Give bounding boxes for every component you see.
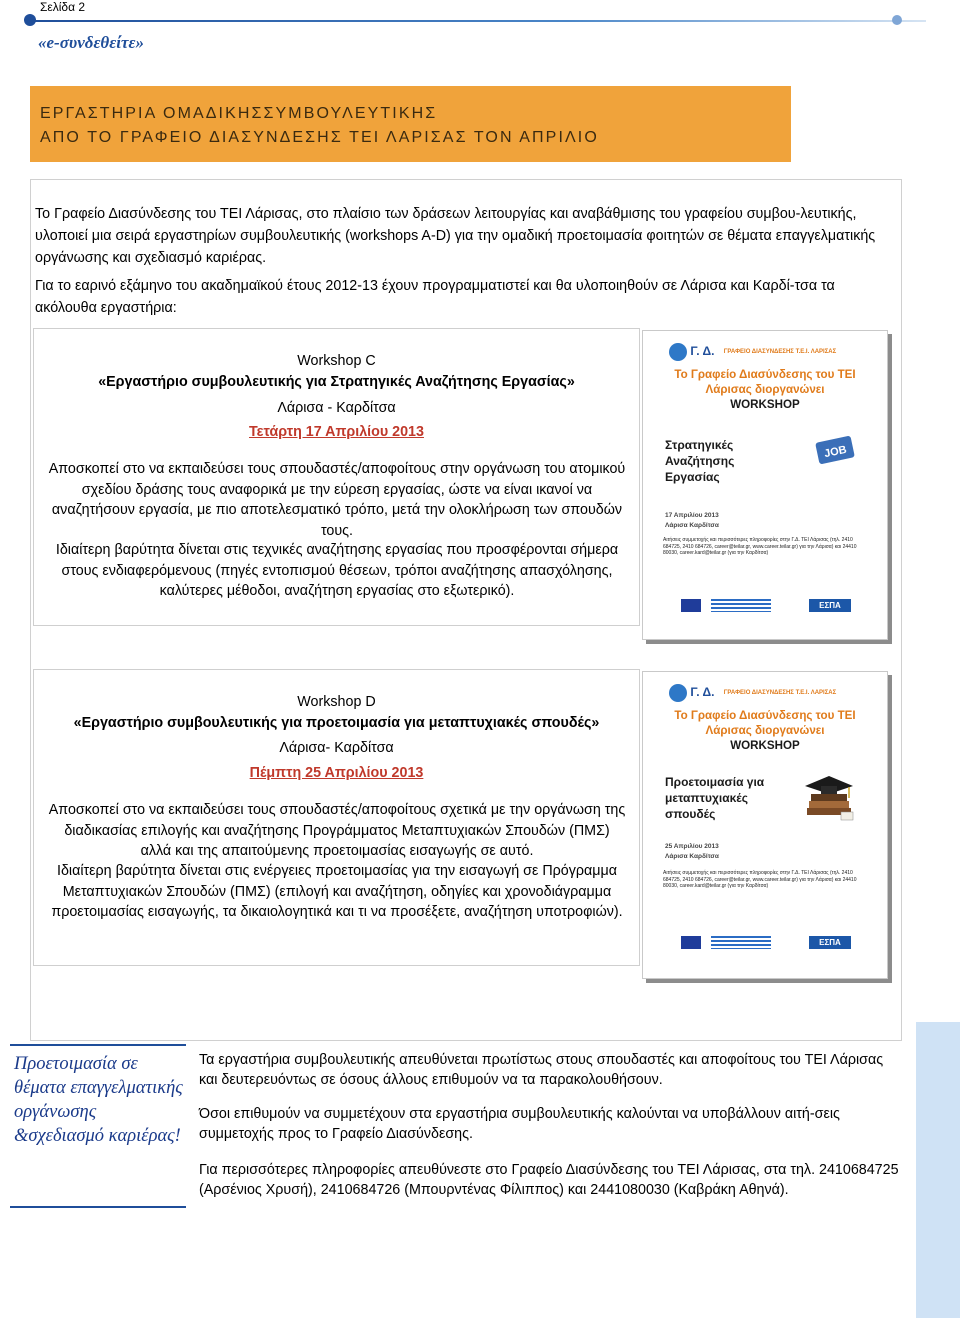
footer-paragraph-3: Για περισσότερες πληροφορίες απευθύνεστε στο Γραφείο Διασύνδεσης του ΤΕΙ Λάρισας, στα τηλ. 2410684725 (Αρσένιος Χρυσή), 2410684726 (Μπουρντένας Φίλιππος) και 2441080030 (Καβράκη Αθηνά). xyxy=(199,1162,899,1198)
espa-logo: ΕΣΠΑ xyxy=(809,936,851,949)
poster-header-workshop: WORKSHOP xyxy=(730,398,800,411)
poster-topic xyxy=(665,774,764,822)
poster-date-line-2: Λάρισα Καρδίτσα xyxy=(665,853,719,860)
poster-sponsor-logos xyxy=(681,599,851,613)
poster-topic-line-3: Εργασίας xyxy=(665,470,720,484)
greek-flag-icon xyxy=(711,936,771,949)
workshop-d-subtitle: «Εργαστήριο συμβουλευτικής για προετοιμασία για μεταπτυχιακές σπουδές» xyxy=(73,715,600,731)
poster-header xyxy=(643,367,887,412)
poster-topic-line-2: μεταπτυχιακές xyxy=(665,791,748,805)
greek-flag-icon xyxy=(711,599,771,612)
workshop-c-date: Τετάρτη 17 Απριλίου 2013 xyxy=(249,424,424,440)
title-banner xyxy=(30,86,791,162)
poster-header-line-1: Το Γραφείο Διασύνδεσης του ΤΕΙ xyxy=(674,709,856,722)
poster-sponsor-logos xyxy=(681,936,851,950)
intro-paragraph-2: Για το εαρινό εξάμηνο του ακαδημαϊκού έτους 2012-13 έχουν προγραμματιστεί και θα υλοποιηθούν σε Λάρισα και Καρδί-τσα τα ακόλουθα εργαστήρια: xyxy=(35,278,835,316)
poster-logo xyxy=(669,343,859,365)
workshop-c-box xyxy=(33,328,640,626)
workshop-c-description-1: Αποσκοπεί στο να εκπαιδεύσει τους σπουδαστές/αποφοίτους στην οργάνωση του ατομικού σχεδίου δράσης τους αναφορικά με την εύρεση εργασίας, ώστε να είναι ικανοί να αναζητήσουν εργασία, με πιο αποτελεσματικό τρόπο, μετά την ολοκλήρωση των σπουδών τους. xyxy=(48,461,626,539)
logo-circle-icon xyxy=(669,684,687,702)
graduation-books-icon xyxy=(801,772,857,824)
page-number: Σελίδα 2 xyxy=(40,0,86,14)
poster-fine-print: Αιτήσεις συμμετοχής και περισσότερες πληροφορίες στην Γ.Δ. ΤΕΙ Λάρισας (τηλ. 2410 684725, 2410 684726, career@teilar.gr, www.career.teilar.gr) για την Λάρισα) και 24410 80030, career.kard@teilar.gr (για την Καρδίτσα) xyxy=(663,870,857,890)
sidebar-quote: Προετοιμασία σε θέματα επαγγελματικής οργάνωσης &σχεδιασμό καριέρας! xyxy=(14,1054,183,1146)
job-label: JOB xyxy=(823,443,848,461)
workshop-c-location: Λάρισα - Καρδίτσα xyxy=(277,400,396,416)
workshop-d-description-2: Ιδιαίτερη βαρύτητα δίνεται στις ενέργειες προετοιμασίας για την εισαγωγή σε Πρόγραμμα Μεταπτυχιακών Σπουδών (ΠΜΣ) (επιλογή και αναζήτηση, οδηγίες και χρονοδιάγραμμα προετοιμασίας εισαγωγής, τα δικαιολογητικά και τι να προσέξετε, αναζήτηση υποτροφιών). xyxy=(51,863,623,920)
eu-flag-icon xyxy=(681,599,701,612)
poster-date-line-1: 25 Απριλίου 2013 xyxy=(665,843,719,850)
logo-text: Γ. Δ. xyxy=(690,344,715,359)
workshop-c-description-2: Ιδιαίτερη βαρύτητα δίνεται στις τεχνικές αναζήτησης εργασίας που προσφέρονται σήμερα στους ενδιαφερόμενους (πηγές εντοπισμού θέσεων, τρόποι αναζήτησης απασχόλησης, καλύτερες μέθοδοι, αναζήτηση εργασίας στο εξωτερικό). xyxy=(55,542,619,599)
workshop-d-poster xyxy=(642,671,888,979)
header-dot-end xyxy=(892,15,902,25)
poster-date xyxy=(665,842,719,862)
workshop-d-description-1: Αποσκοπεί στο να εκπαιδεύσει τους σπουδαστές/αποφοίτους σχετικά με την οργάνωση της διαδικασίας επιλογής και αναζήτησης Προγράμματος Μεταπτυχιακών Σπουδών (ΠΜΣ) αλλά και της απαιτούμενης προετοιμασίας εισαγωγής σε αυτό. xyxy=(48,802,626,859)
intro-paragraph-1: Το Γραφείο Διασύνδεσης του ΤΕΙ Λάρισας, στο πλαίσιο των δράσεων λειτουργίας και αναβάθμισης του γραφείου συμβου-λευτικής, υλοποιεί μια σειρά εργαστηρίων συμβουλευτικής (workshops A-D) για την ομαδική προετοιμασία φοιτητών σε θέματα επαγγελματικής οργάνωσης και σχεδιασμό καριέρας. xyxy=(35,206,876,266)
footer-paragraph-1: Τα εργαστήρια συμβουλευτικής απευθύνεται πρωτίστως στους σπουδαστές και αποφοίτους του ΤΕΙ Λάρισας και δευτερευόντως σε όσους άλλους επιθυμούν να τα παρακολουθήσουν. xyxy=(199,1052,884,1088)
workshop-d-title: Workshop D xyxy=(297,694,376,710)
footer-paragraph-2: Όσοι επιθυμούν να συμμετέχουν στα εργαστήρια συμβουλευτικής καλούνται να υποβάλλουν αιτή-σεις συμμετοχής προς το Γραφείο Διασύνδεσης. xyxy=(199,1106,840,1142)
workshop-c-title: Workshop C xyxy=(297,353,376,369)
eu-flag-icon xyxy=(681,936,701,949)
workshop-d-location: Λάρισα- Καρδίτσα xyxy=(279,740,394,756)
poster-date xyxy=(665,511,719,531)
logo-circle-icon xyxy=(669,343,687,361)
workshop-c-poster xyxy=(642,330,888,640)
poster-header-line-1: Το Γραφείο Διασύνδεσης του ΤΕΙ xyxy=(674,368,856,381)
logo-caption: ΓΡΑΦΕΙΟ ΔΙΑΣΥΝΔΕΣΗΣ Τ.Ε.Ι. ΛΑΡΙΣΑΣ xyxy=(723,689,837,696)
poster-topic-line-1: Στρατηγικές xyxy=(665,438,734,452)
banner-line-2: ΑΠΟ ΤΟ ΓΡΑΦΕΙΟ ΔΙΑΣΥΝΔΕΣΗΣ ΤΕΙ ΛΑΡΙΣΑΣ ΤΟΝ ΑΠΡΙΛΙΟ xyxy=(40,129,599,146)
side-decoration-strip xyxy=(916,1022,960,1318)
poster-topic xyxy=(665,437,734,485)
poster-topic-line-3: σπουδές xyxy=(665,807,716,821)
workshop-d-date: Πέμπτη 25 Απριλίου 2013 xyxy=(249,765,424,781)
poster-topic-line-1: Προετοιμασία για xyxy=(665,775,765,789)
banner-line-1: ΕΡΓΑΣΤΗΡΙΑ ΟΜΑΔΙΚΗΣΣΥΜΒΟΥΛΕΥΤΙΚΗΣ xyxy=(40,105,438,122)
espa-logo: ΕΣΠΑ xyxy=(809,599,851,612)
logo-text: Γ. Δ. xyxy=(690,685,715,700)
poster-date-line-2: Λάρισα Καρδίτσα xyxy=(665,522,719,529)
job-puzzle-icon xyxy=(813,433,857,469)
poster-fine-print: Αιτήσεις συμμετοχής και περισσότερες πληροφορίες στην Γ.Δ. ΤΕΙ Λάρισας (τηλ. 2410 684725, 2410 684726, career@teilar.gr, www.career.teilar.gr) για την Λάρισα) και 24410 80030, career.kard@teilar.gr (για την Καρδίτσα) xyxy=(663,537,857,557)
sidebar-top-rule xyxy=(10,1044,186,1046)
workshop-d-box xyxy=(33,669,640,966)
poster-topic-line-2: Αναζήτησης xyxy=(665,454,735,468)
newsletter-brand: «e-συνδεθείτε» xyxy=(38,33,144,52)
poster-date-line-1: 17 Απριλίου 2013 xyxy=(665,512,719,519)
header-rule xyxy=(26,20,926,22)
logo-caption: ΓΡΑΦΕΙΟ ΔΙΑΣΥΝΔΕΣΗΣ Τ.Ε.Ι. ΛΑΡΙΣΑΣ xyxy=(723,348,837,355)
poster-header xyxy=(643,708,887,753)
poster-logo xyxy=(669,684,859,706)
header-dot xyxy=(24,14,36,26)
poster-header-workshop: WORKSHOP xyxy=(730,739,800,752)
poster-header-line-2: Λάρισας διοργανώνει xyxy=(705,724,825,737)
poster-header-line-2: Λάρισας διοργανώνει xyxy=(705,383,825,396)
sidebar-bottom-rule xyxy=(10,1206,186,1208)
workshop-c-subtitle: «Εργαστήριο συμβουλευτικής για Στρατηγικές Αναζήτησης Εργασίας» xyxy=(98,374,575,390)
